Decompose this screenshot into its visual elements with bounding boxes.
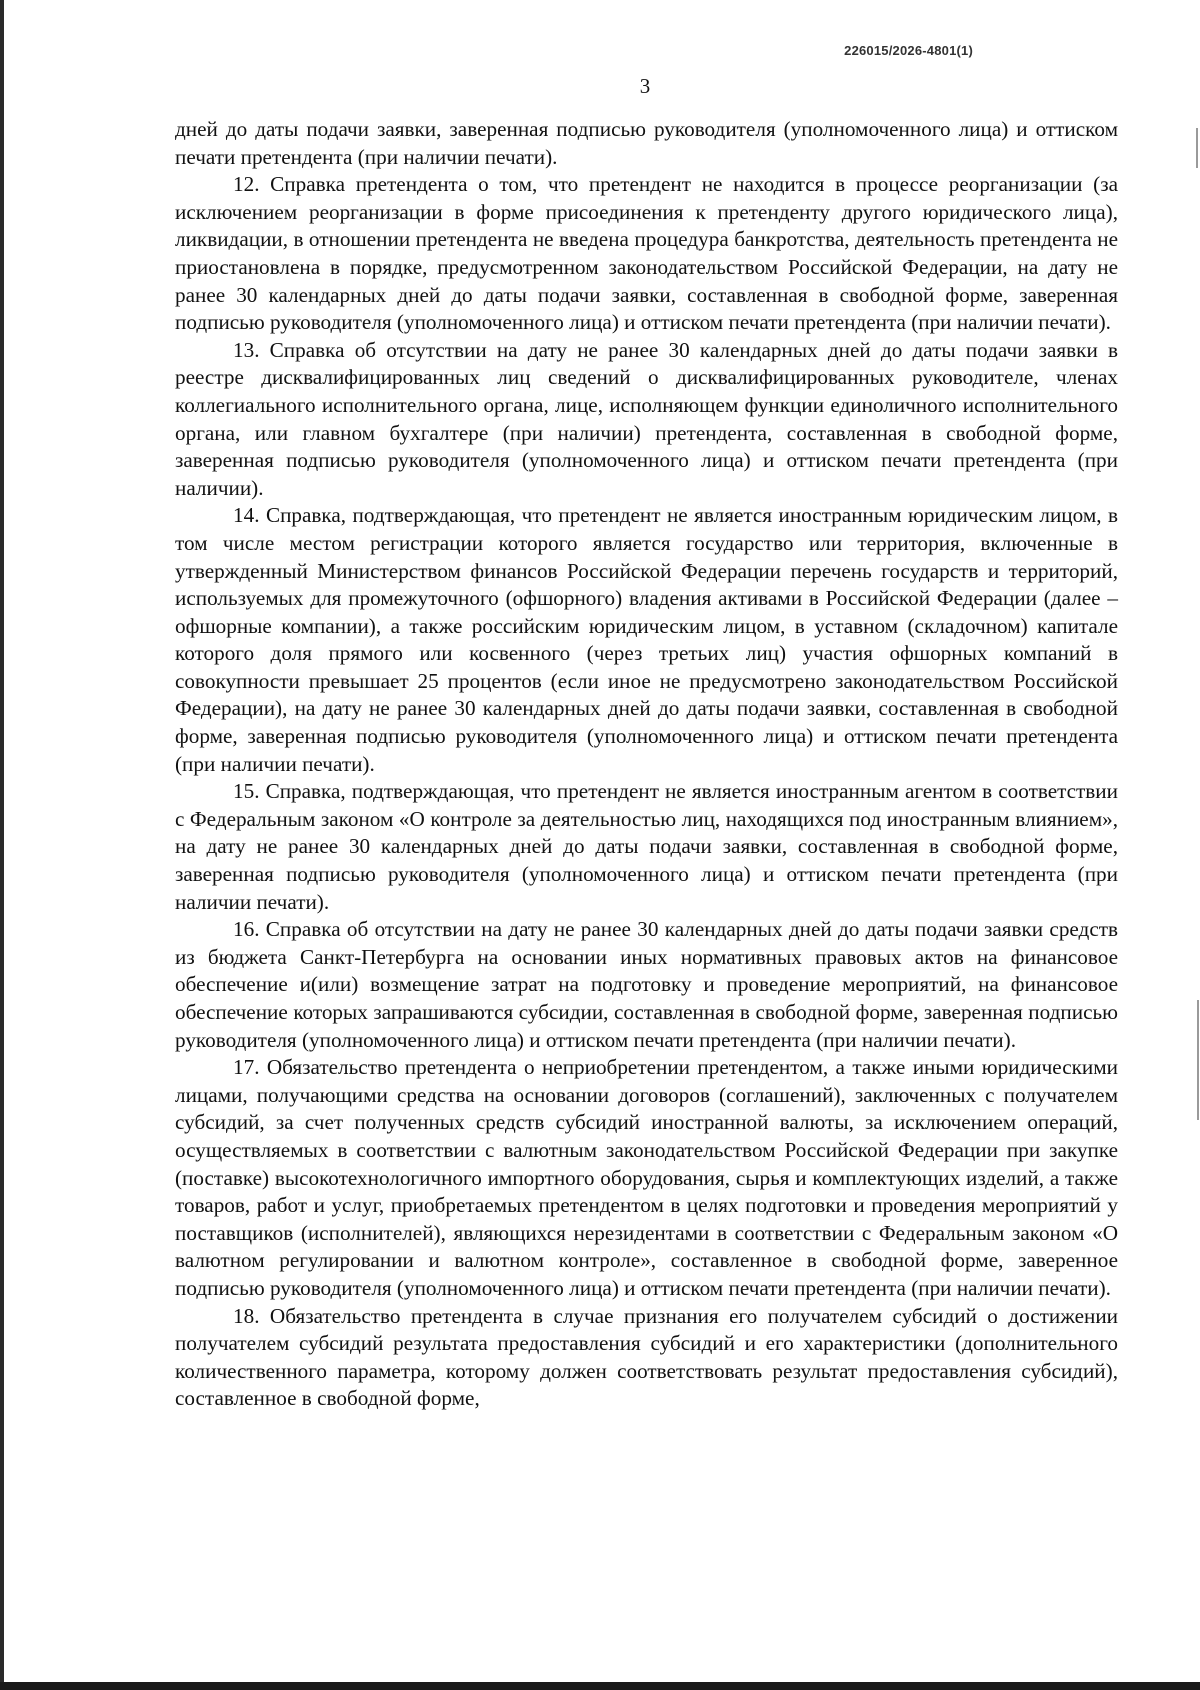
paragraph-item-14: 14. Справка, подтверждающая, что претендент не является иностранным юридическим лицом, в том числе местом регистрации которого является государство или территория, включенные в утвержденный Министерством финансов Российской Федерации перечень государств и территорий, используемых для промежуточного (офшорного) владения активами в Российской Федерации (далее – офшорные компании), а также российским юридическим лицом, в уставном (складочном) капитале которого доля прямого или косвенного (через третьих лиц) участия офшорных компаний в совокупности превышает 25 процентов (если иное не предусмотрено законодательством Российской Федерации), на дату не ранее 30 календарных дней до даты подачи заявки, составленная в свободной форме, заверенная подписью руководителя (уполномоченного лица) и оттиском печати претендента (при наличии печати). — [175, 503, 1118, 776]
paragraph-continuation: дней до даты подачи заявки, заверенная подписью руководителя (уполномоченного лица) и оттиском печати претендента (при наличии печати). — [175, 117, 1118, 169]
paragraph-item-16: 16. Справка об отсутствии на дату не ранее 30 календарных дней до даты подачи заявки средств из бюджета Санкт-Петербурга на основании иных нормативных правовых актов на финансовое обеспечение и(или) возмещение затрат на подготовку и проведение мероприятий, на финансовое обеспечение которых запрашиваются субсидии, составленная в свободной форме, заверенная подписью руководителя (уполномоченного лица) и оттиском печати претендента (при наличии печати). — [175, 917, 1118, 1052]
document-body — [175, 116, 1118, 1413]
paragraph-item-15: 15. Справка, подтверждающая, что претендент не является иностранным агентом в соответствии с Федеральным законом «О контроле за деятельностью лиц, находящихся под иностранным влиянием», на дату не ранее 30 календарных дней до даты подачи заявки, составленная в свободной форме, заверенная подписью руководителя (уполномоченного лица) и оттиском печати претендента (при наличии печати). — [175, 779, 1118, 914]
scan-mark — [1196, 128, 1198, 168]
paragraph-item-13: 13. Справка об отсутствии на дату не ранее 30 календарных дней до даты подачи заявки в реестре дисквалифицированных лиц сведений о дисквалифицированных руководителе, членах коллегиального исполнительного органа, лице, исполняющем функции единоличного исполнительного органа, или главном бухгалтере (при наличии) претендента, составленная в свободной форме, заверенная подписью руководителя (уполномоченного лица) и оттиском печати претендента (при наличии). — [175, 337, 1118, 500]
paragraph-item-18: 18. Обязательство претендента в случае признания его получателем субсидий о достижении получателем субсидий результата предоставления субсидий и его характеристики (дополнительного количественного параметра, которому должен соответствовать результат предоставления субсидий), составленное в свободной форме, — [175, 1303, 1118, 1411]
scan-edge-bottom — [0, 1682, 1200, 1690]
page-number: 3 — [639, 74, 651, 98]
paragraph-item-17: 17. Обязательство претендента о неприобретении претендентом, а также иными юридическими лицами, получающими средства на основании договоров (соглашений), заключенных с получателем субсидий, за счет полученных средств субсидий иностранной валюты, за исключением операций, осуществляемых в соответствии с валютным законодательством Российской Федерации при закупке (поставке) высокотехнологичного импортного оборудования, сырья и комплектующих изделий, а также товаров, работ и услуг, приобретаемых претендентом в целях подготовки и проведения мероприятий у поставщиков (исполнителей), являющихся нерезидентами в соответствии с Федеральным законом «О валютном регулировании и валютном контроле», составленное в свободной форме, заверенное подписью руководителя (уполномоченного лица) и оттиском печати претендента (при наличии печати). — [175, 1055, 1118, 1300]
scan-edge-left — [0, 0, 4, 1690]
paragraph-item-12: 12. Справка претендента о том, что претендент не находится в процессе реорганизации (за исключением реорганизации в форме присоединения к претенденту другого юридического лица), ликвидации, в отношении претендента не введена процедура банкротства, деятельность претендента не приостановлена в порядке, предусмотренном законодательством Российской Федерации, на дату не ранее 30 календарных дней до даты подачи заявки, составленная в свободной форме, заверенная подписью руководителя (уполномоченного лица) и оттиском печати претендента (при наличии печати). — [175, 172, 1118, 335]
document-id: 226015/2026-4801(1) — [844, 43, 973, 58]
scan-mark — [1197, 1000, 1199, 1120]
